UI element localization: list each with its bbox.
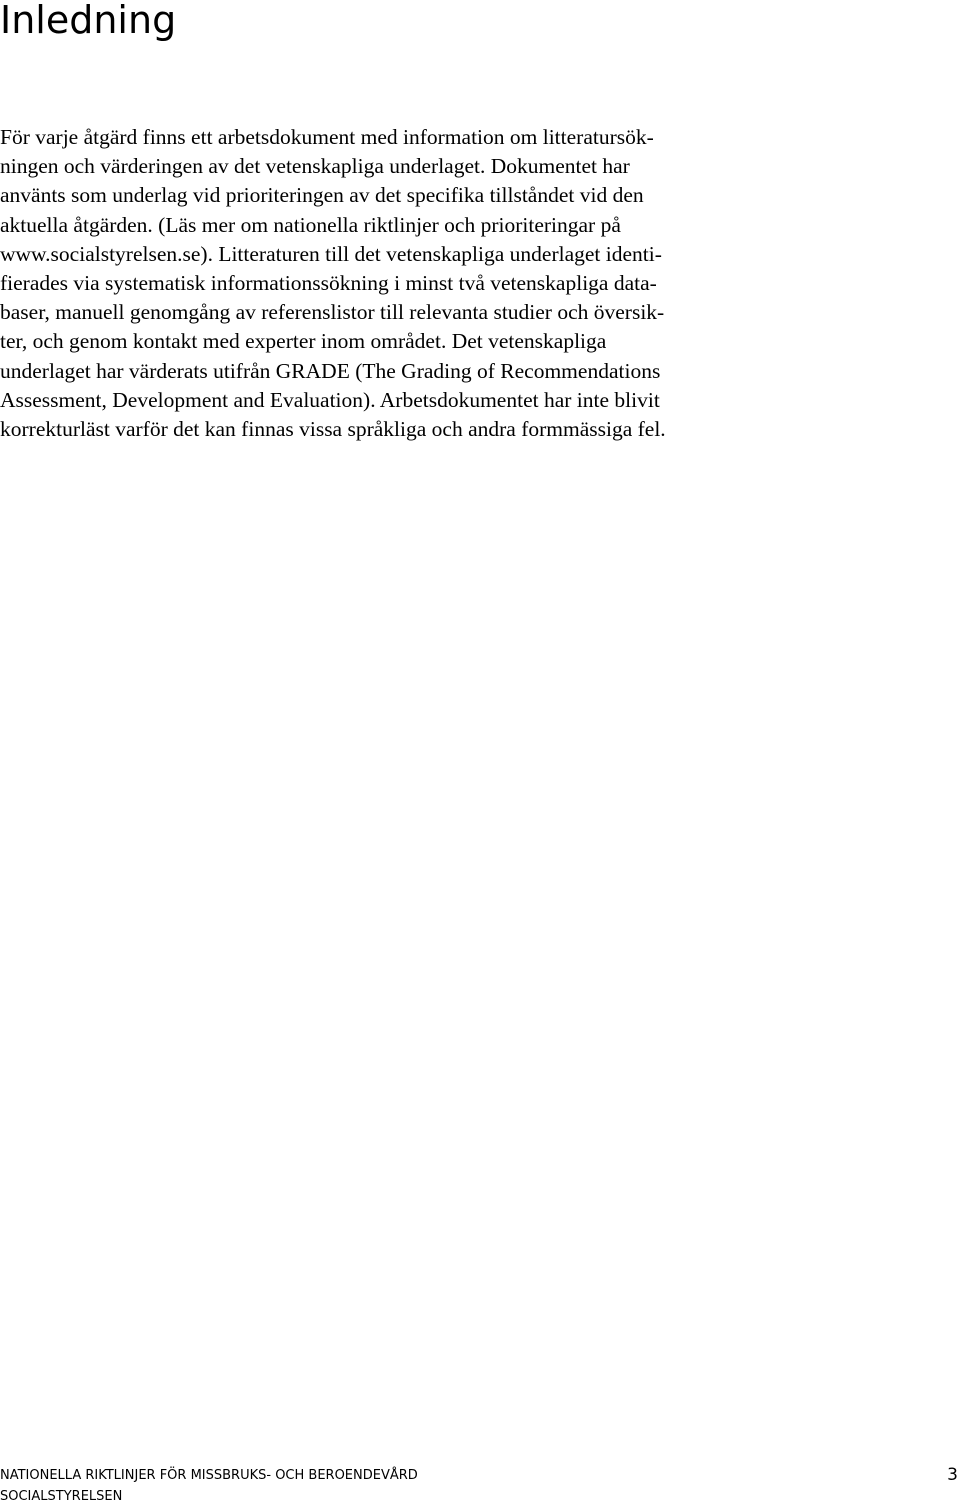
body-line: www.socialstyrelsen.se). Litteraturen till det vetenskapliga underlaget identi- (0, 241, 662, 266)
footer-publisher: SOCIALSTYRELSEN (0, 1489, 123, 1504)
footer (0, 1465, 960, 1485)
body-line: aktuella åtgärden. (Läs mer om nationella riktlinjer och prioriteringar på (0, 212, 621, 237)
body-line: underlaget har värderats utifrån GRADE (The Grading of Recommendations (0, 358, 661, 383)
body-line: korrekturläst varför det kan finnas vissa språkliga och andra formmässiga fel. (0, 417, 666, 442)
body-line: fierades via systematisk informationssökning i minst två vetenskapliga data- (0, 271, 657, 296)
body-line: För varje åtgärd finns ett arbetsdokument med information om litteratursök- (0, 125, 654, 149)
body-line: ter, och genom kontakt med experter inom området. Det vetenskapliga (0, 329, 607, 354)
body-line: använts som underlag vid prioriteringen av det specifika tillståndet vid den (0, 183, 644, 208)
page-heading: Inledning (0, 0, 177, 42)
footer-document-title: NATIONELLA RIKTLINJER FÖR MISSBRUKS- OCH BEROENDEVÅRD (0, 1468, 418, 1483)
footer-publisher-row (0, 1489, 960, 1505)
body-line: ningen och värderingen av det vetenskapliga underlaget. Dokumentet har (0, 154, 630, 179)
body-paragraph (0, 123, 960, 444)
body-line: baser, manuell genomgång av referenslistor till relevanta studier och översik- (0, 300, 665, 325)
page-number: 3 (947, 1465, 958, 1485)
body-line: Assessment, Development and Evaluation). Arbetsdokumentet har inte blivit (0, 387, 660, 412)
